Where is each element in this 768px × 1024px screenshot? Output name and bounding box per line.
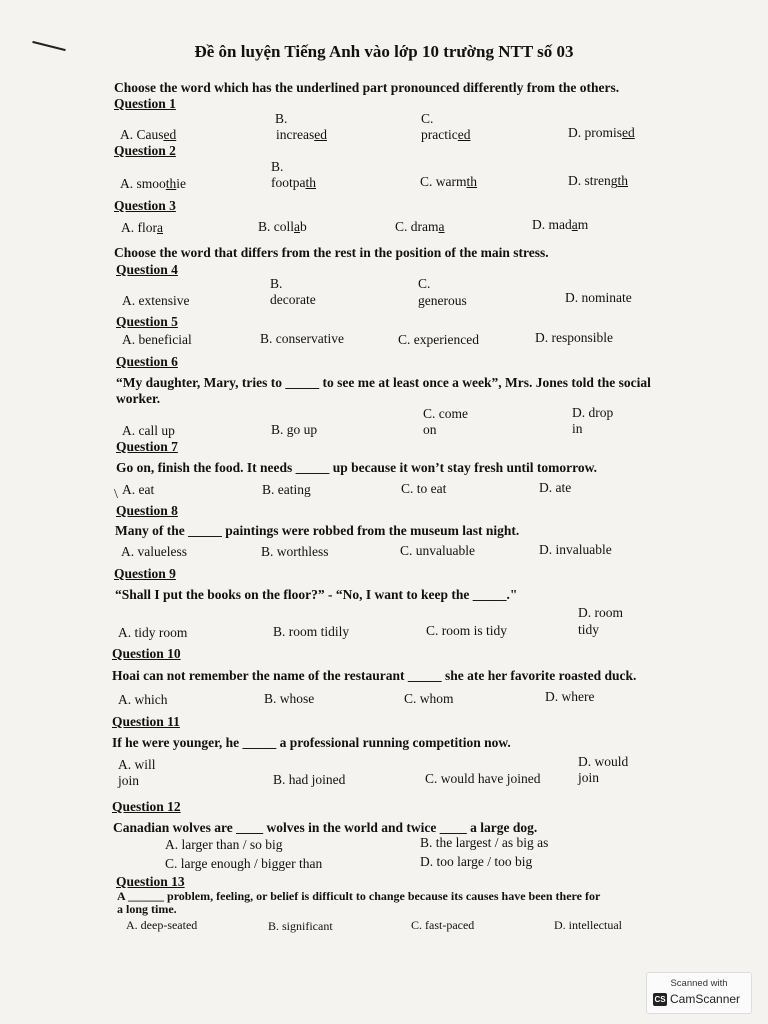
q8-option-c: C. unvaluable (400, 543, 475, 558)
q6-option-c: C. come (423, 406, 468, 421)
question-5-label: Question 5 (116, 314, 178, 329)
q9-option-a: A. tidy room (118, 625, 188, 640)
q12-option-c: C. large enough / bigger than (165, 856, 323, 871)
q6-stem: “My daughter, Mary, tries to _____ to see me at least once a week”, Mrs. Jones told the social (116, 375, 651, 390)
q12-option-b: B. the largest / as big as (420, 835, 549, 850)
scanner-caption: Scanned with (670, 978, 728, 989)
question-3-label: Question 3 (114, 198, 176, 213)
q6-option-d: D. drop (572, 405, 614, 420)
q2-option-a: A. smoothie (120, 176, 187, 191)
q7-option-d: D. ate (539, 480, 572, 495)
q12-option-a: A. larger than / so big (165, 837, 283, 852)
camscanner-watermark (646, 972, 752, 1014)
q5-option-b: B. conservative (260, 331, 344, 346)
q10-stem: Hoai can not remember the name of the restaurant _____ she ate her favorite roasted duck. (112, 668, 637, 683)
q3-option-a: A. flora (121, 220, 163, 235)
q1-option-c: practiced (421, 127, 471, 142)
camscanner-logo-icon: CS (654, 995, 666, 1004)
q9-option-d: D. room (578, 605, 623, 620)
q5-option-c: C. experienced (398, 332, 479, 347)
scanner-brand: CamScanner (670, 992, 741, 1006)
q6-option-d-cont: in (572, 421, 583, 436)
q6-option-a: A. call up (122, 423, 175, 438)
page-title: Đề ôn luyện Tiếng Anh vào lớp 10 trường NTT số 03 (194, 42, 574, 61)
q3-option-c: C. drama (395, 219, 445, 234)
q6-option-c-cont: on (423, 422, 437, 437)
q7-option-b: B. eating (262, 482, 311, 497)
q5-option-d: D. responsible (535, 330, 613, 345)
q6-option-b: B. go up (271, 422, 318, 437)
q7-option-c: C. to eat (401, 481, 447, 496)
question-12-label: Question 12 (112, 799, 181, 814)
question-2-label: Question 2 (114, 143, 176, 158)
q10-option-d: D. where (545, 689, 595, 704)
q9-stem: “Shall I put the books on the floor?” - “No, I want to keep the _____." (115, 587, 518, 602)
section-pronunciation: Choose the word which has the underlined part pronounced differently from the others. (114, 80, 620, 95)
q4-option-b-prefix: B. (270, 276, 283, 291)
q13-option-a: A. deep-seated (126, 918, 198, 932)
q13-option-c: C. fast-paced (411, 918, 475, 932)
q11-option-a-cont: join (118, 773, 140, 788)
question-13-label: Question 13 (116, 874, 185, 889)
q1-option-b-prefix: B. (275, 111, 288, 126)
q13-option-d: D. intellectual (554, 918, 622, 932)
q3-option-b: B. collab (258, 219, 307, 234)
q4-option-c: generous (418, 293, 467, 308)
question-9-label: Question 9 (114, 566, 176, 581)
question-4-label: Question 4 (116, 262, 178, 277)
question-6-label: Question 6 (116, 354, 178, 369)
q11-option-c: C. would have joined (425, 771, 541, 786)
q4-option-c-prefix: C. (418, 276, 431, 291)
q9-option-d-cont: tidy (578, 622, 600, 637)
q5-option-a: A. beneficial (122, 332, 192, 347)
q7-stem: Go on, finish the food. It needs _____ up because it won’t stay fresh until tomorrow. (116, 460, 598, 475)
section-stress: Choose the word that differs from the rest in the position of the main stress. (114, 245, 549, 260)
q2-option-b: footpath (271, 175, 317, 190)
q2-option-c: C. warmth (420, 174, 478, 189)
q1-option-b: increased (276, 127, 327, 142)
q10-option-a: A. which (118, 692, 168, 707)
question-10-label: Question 10 (112, 646, 181, 661)
q1-option-c-prefix: C. (421, 111, 434, 126)
q1-option-d: D. promised (568, 125, 635, 140)
q8-option-b: B. worthless (261, 544, 329, 559)
q4-option-d: D. nominate (565, 290, 632, 305)
q10-option-c: C. whom (404, 691, 454, 706)
q2-option-b-prefix: B. (271, 159, 284, 174)
tick-mark: \ (114, 487, 118, 502)
question-1-label: Question 1 (114, 96, 176, 111)
q7-option-a: A. eat (122, 482, 155, 497)
q3-option-d: D. madam (532, 217, 589, 232)
q8-option-d: D. invaluable (539, 542, 612, 557)
q8-stem: Many of the _____ paintings were robbed from the museum last night. (115, 523, 520, 538)
q13-option-b: B. significant (268, 919, 333, 933)
q12-stem: Canadian wolves are ____ wolves in the world and twice ____ a large dog. (113, 820, 538, 835)
q12-option-d: D. too large / too big (420, 854, 533, 869)
q4-option-a: A. extensive (122, 293, 190, 308)
q13-stem-line2: a long time. (117, 902, 177, 916)
q11-stem: If he were younger, he _____ a professional running competition now. (112, 735, 511, 750)
q11-option-b: B. had joined (273, 772, 346, 787)
q9-option-c: C. room is tidy (426, 623, 508, 638)
q13-stem: A ______ problem, feeling, or belief is difficult to change because its causes have been there for (117, 889, 601, 903)
q2-option-d: D. strength (568, 173, 629, 188)
q1-option-a: A. Caused (120, 127, 177, 142)
q8-option-a: A. valueless (121, 544, 187, 559)
q11-option-d: D. would (578, 754, 629, 769)
q11-option-a: A. will (118, 757, 156, 772)
q10-option-b: B. whose (264, 691, 315, 706)
q4-option-b: decorate (270, 292, 316, 307)
question-11-label: Question 11 (112, 714, 180, 729)
q6-stem-line2: worker. (116, 391, 161, 406)
q11-option-d-cont: join (578, 770, 600, 785)
question-8-label: Question 8 (116, 503, 178, 518)
question-7-label: Question 7 (116, 439, 178, 454)
q9-option-b: B. room tidily (273, 624, 350, 639)
